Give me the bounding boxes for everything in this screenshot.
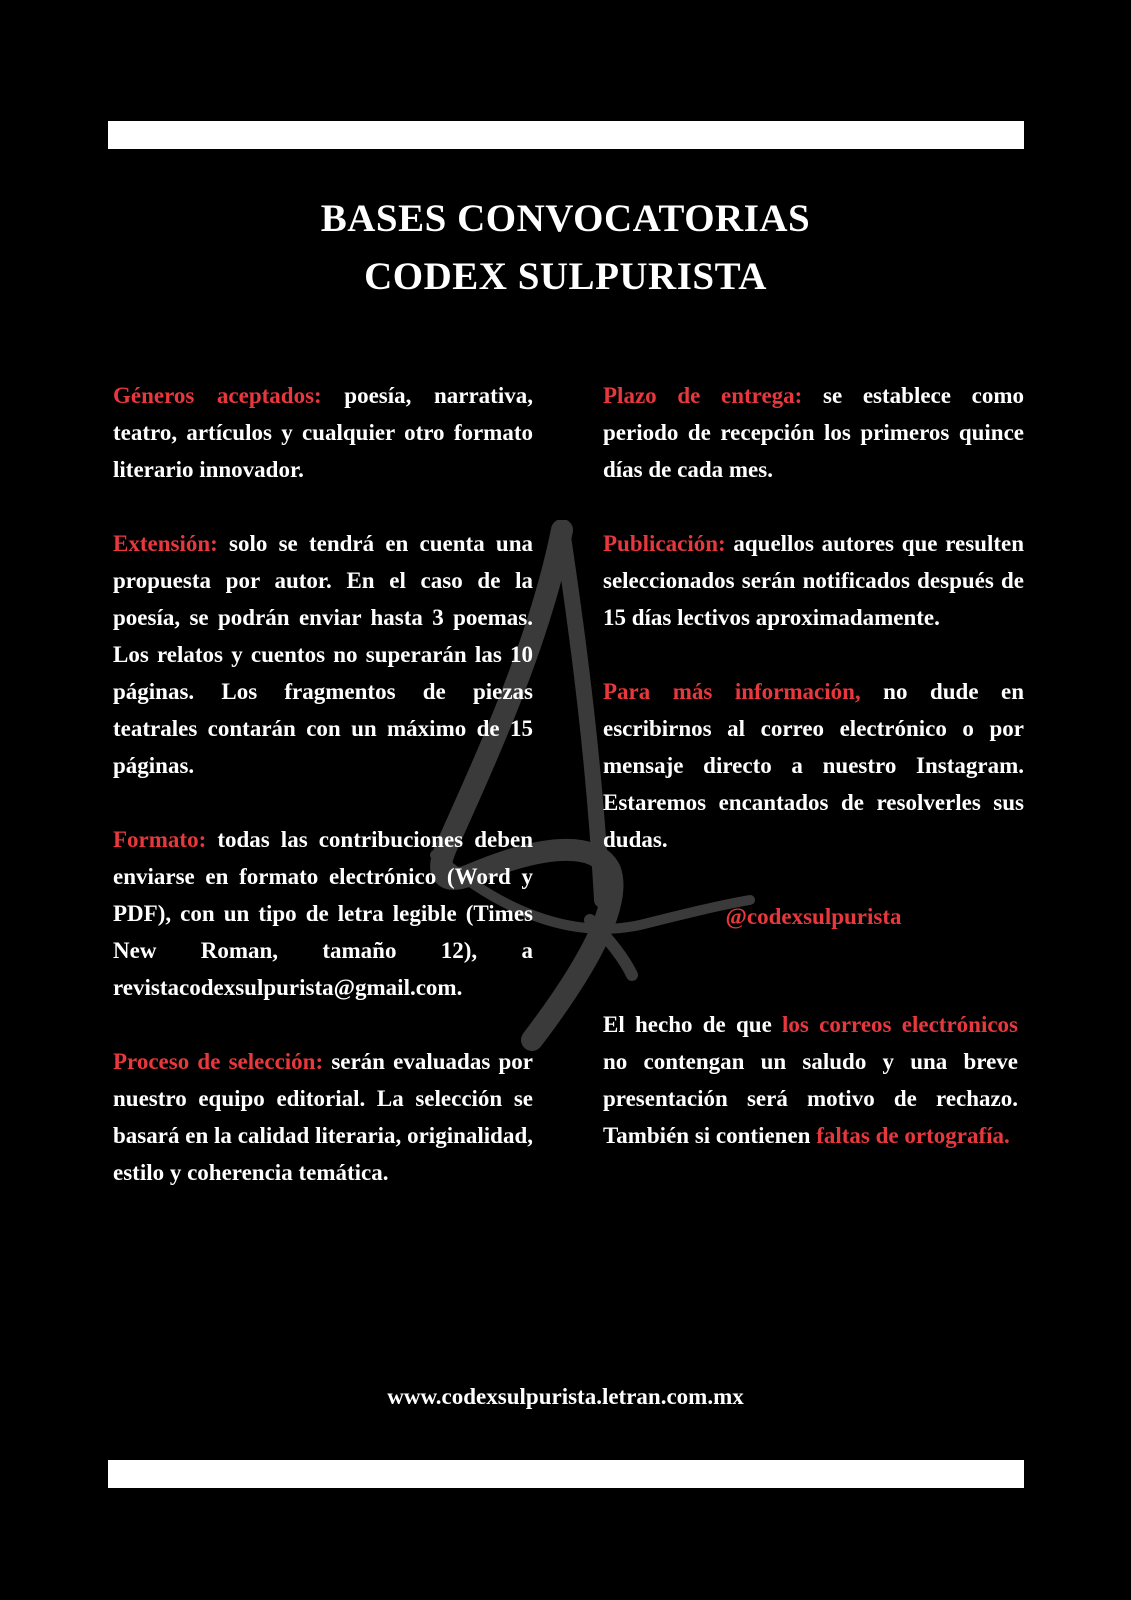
publicacion-text: aquellos autores que resulten seleccionados serán notificados después de 15 días lectivos aproximadamente. bbox=[603, 531, 1024, 630]
generos-paragraph bbox=[113, 377, 533, 488]
page-title bbox=[0, 190, 1131, 306]
nota-red-2: faltas de ortografía. bbox=[816, 1123, 1010, 1148]
nota-part1: El hecho de que bbox=[603, 1012, 783, 1037]
info-text: no dude en escribirnos al correo electrónico o por mensaje directo a nuestro Instagram. Estaremos encantados de resolverles sus dudas. bbox=[603, 679, 1025, 852]
proceso-text: serán evaluadas por nuestro equipo editorial. La selección se basará en la calidad literaria, originalidad, estilo y coherencia temática. bbox=[113, 1049, 533, 1185]
plazo-label: Plazo de entrega: bbox=[603, 383, 803, 408]
extension-label: Extensión: bbox=[113, 531, 218, 556]
extension-text: solo se tendrá en cuenta una propuesta por autor. En el caso de la poesía, se podrán enviar hasta 3 poemas. Los relatos y cuentos no superarán las 10 páginas. Los fragmentos de piezas teatrales contarán con un máximo de 15 páginas. bbox=[113, 531, 533, 778]
plazo-text: se establece como periodo de recepción los primeros quince días de cada mes. bbox=[603, 383, 1025, 482]
instagram-handle: @codexsulpurista bbox=[725, 904, 902, 929]
publicacion-paragraph bbox=[603, 525, 1024, 636]
extension-paragraph bbox=[113, 525, 533, 784]
info-paragraph bbox=[603, 673, 1024, 858]
nota-red-1: los correos electrónicos bbox=[782, 1012, 1018, 1037]
right-column bbox=[603, 377, 1024, 1191]
website-url: www.codexsulpurista.letran.com.mx bbox=[387, 1384, 744, 1409]
title-line-2: CODEX SULPURISTA bbox=[364, 255, 767, 298]
title-line-1: BASES CONVOCATORIAS bbox=[320, 197, 811, 240]
top-white-bar bbox=[108, 121, 1024, 149]
nota-paragraph bbox=[603, 1006, 1018, 1154]
proceso-label: Proceso de selección: bbox=[113, 1049, 324, 1074]
formato-paragraph bbox=[113, 821, 533, 1006]
formato-text: todas las contribuciones deben enviarse en formato electrónico (Word y PDF), con un tipo de letra legible (Times New Roman, tamaño 12), a revistacodexsulpurista@gmail.com. bbox=[113, 827, 533, 1000]
nota-part2: no contengan un saludo y una breve presentación será motivo de rechazo. También si contienen bbox=[603, 1049, 1018, 1148]
plazo-paragraph bbox=[603, 377, 1024, 488]
proceso-paragraph bbox=[113, 1043, 533, 1191]
bottom-white-bar bbox=[108, 1460, 1024, 1488]
publicacion-label: Publicación: bbox=[603, 531, 726, 556]
left-column bbox=[113, 377, 533, 1228]
generos-label: Géneros aceptados: bbox=[113, 383, 322, 408]
generos-text: poesía, narrativa, teatro, artículos y cualquier otro formato literario innovador. bbox=[113, 383, 533, 482]
info-label: Para más información, bbox=[603, 679, 861, 704]
formato-label: Formato: bbox=[113, 827, 207, 852]
